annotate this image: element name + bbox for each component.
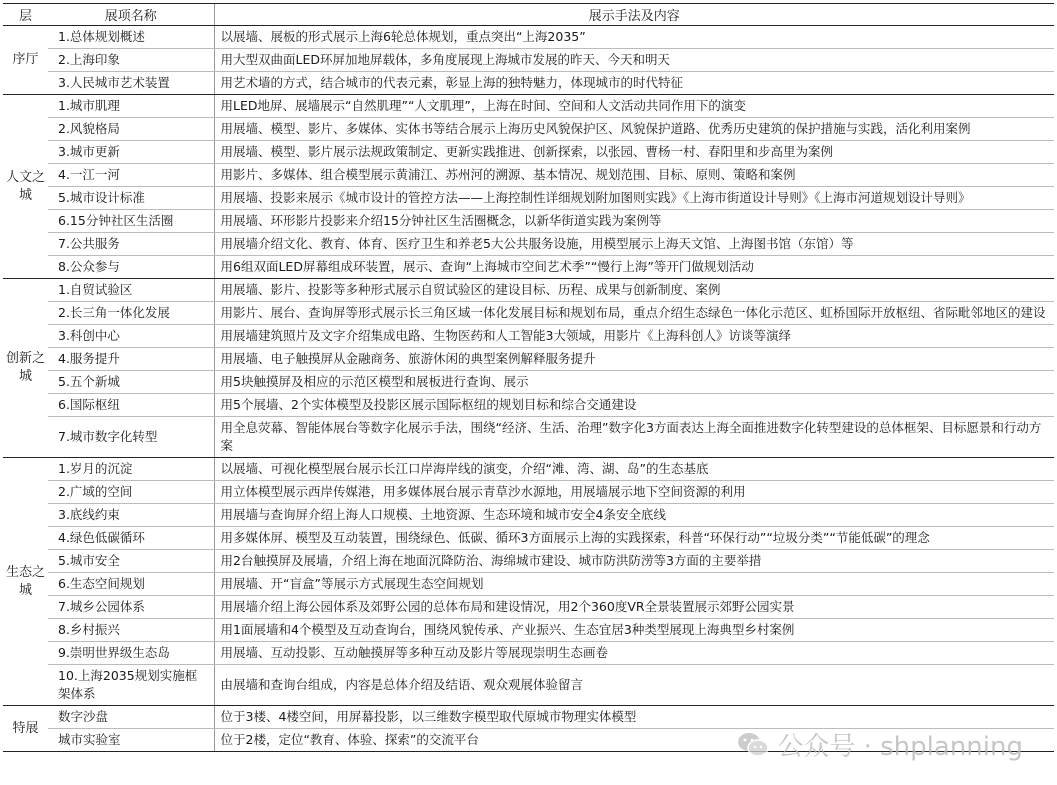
table-row [3,481,1054,504]
desc-cell: 位于2楼，定位“教育、体验、探索”的交流平台 [214,729,1054,752]
group-0 [3,26,1054,95]
header-desc: 展示手法及内容 [214,4,1054,26]
item-cell: 5.城市设计标准 [48,187,214,210]
table-row [3,302,1054,325]
table-row [3,665,1054,706]
desc-cell: 用多媒体屏、模型及互动装置，围绕绿色、低碳、循环3方面展示上海的实践探索，科普“环保行动”“垃圾分类”“节能低碳”的理念 [214,527,1054,550]
desc-cell: 用5块触摸屏及相应的示范区模型和展板进行查询、展示 [214,371,1054,394]
exhibit-table [3,3,1054,752]
header-layer: 层 [3,4,48,26]
table-row [3,187,1054,210]
group-4 [3,706,1054,752]
group-2 [3,279,1054,458]
item-cell: 2.广域的空间 [48,481,214,504]
table-row [3,72,1054,95]
header-item: 展项名称 [48,4,214,26]
table-row [3,164,1054,187]
table-row [3,417,1054,458]
desc-cell: 用全息荧幕、智能体展台等数字化展示手法，围绕“经济、生活、治理”数字化3方面表达上海全面推进数字化转型建设的总体框架、目标愿景和行动方案 [214,417,1054,458]
desc-cell: 用展墙、环形影片投影来介绍15分钟社区生活圈概念，以新华街道实践为案例等 [214,210,1054,233]
table-row [3,596,1054,619]
group-1 [3,95,1054,279]
table-row [3,504,1054,527]
desc-cell: 用艺术墙的方式，结合城市的代表元素，彰显上海的独特魅力，体现城市的时代特征 [214,72,1054,95]
desc-cell: 以展墙、可视化模型展台展示长江口岸海岸线的演变，介绍“滩、湾、湖、岛”的生态基底 [214,458,1054,481]
desc-cell: 用大型双曲面LED环屏加地屏载体，多角度展现上海城市发展的昨天、今天和明天 [214,49,1054,72]
table-row [3,141,1054,164]
desc-cell: 用展墙、电子触摸屏从金融商务、旅游休闲的典型案例解释服务提升 [214,348,1054,371]
item-cell: 6.国际枢纽 [48,394,214,417]
item-cell: 城市实验室 [48,729,214,752]
item-cell: 4.服务提升 [48,348,214,371]
item-cell: 9.崇明世界级生态岛 [48,642,214,665]
watermark-text: 公众号 · shplanning [777,732,1023,762]
item-cell: 2.风貌格局 [48,118,214,141]
item-cell: 4.一江一河 [48,164,214,187]
layer-cell: 生态之城 [3,458,48,706]
item-cell: 5.城市安全 [48,550,214,573]
desc-cell: 由展墙和查询台组成，内容是总体介绍及结语、观众观展体验留言 [214,665,1054,706]
desc-cell: 用5个展墙、2个实体模型及投影区展示国际枢纽的规划目标和综合交通建设 [214,394,1054,417]
desc-cell: 用展墙、模型、影片、多媒体、实体书等结合展示上海历史风貌保护区、风貌保护道路、优秀历史建筑的保护措施与实践，活化利用案例 [214,118,1054,141]
table-row [3,642,1054,665]
item-cell: 3.科创中心 [48,325,214,348]
desc-cell: 用展墙、投影来展示《城市设计的管控方法——上海控制性详细规划附加图则实践》《上海市街道设计导则》《上海市河道规划设计导则》 [214,187,1054,210]
layer-cell: 创新之城 [3,279,48,458]
table-row [3,95,1054,118]
table-row [3,348,1054,371]
table-row [3,729,1054,752]
layer-cell: 特展 [3,706,48,752]
item-cell: 6.生态空间规划 [48,573,214,596]
item-cell: 10.上海2035规划实施框架体系 [48,665,214,706]
item-cell: 8.乡村振兴 [48,619,214,642]
desc-cell: 用立体模型展示西岸传媒港，用多媒体展台展示青草沙水源地，用展墙展示地下空间资源的利用 [214,481,1054,504]
item-cell: 6.15分钟社区生活圈 [48,210,214,233]
table-row [3,394,1054,417]
table-row [3,256,1054,279]
item-cell: 2.上海印象 [48,49,214,72]
desc-cell: 用展墙、互动投影、互动触摸屏等多种互动及影片等展现崇明生态画卷 [214,642,1054,665]
desc-cell: 用展墙介绍文化、教育、体育、医疗卫生和养老5大公共服务设施，用模型展示上海天文馆、上海图书馆（东馆）等 [214,233,1054,256]
desc-cell: 用1面展墙和4个模型及互动查询台，围绕风貌传承、产业振兴、生态宜居3种类型展现上海典型乡村案例 [214,619,1054,642]
item-cell: 3.城市更新 [48,141,214,164]
layer-cell: 人文之城 [3,95,48,279]
item-cell: 4.绿色低碳循环 [48,527,214,550]
item-cell: 1.总体规划概述 [48,26,214,49]
table-row [3,706,1054,729]
desc-cell: 用影片、展台、查询屏等形式展示长三角区域一体化发展目标和规划布局，重点介绍生态绿色一体化示范区、虹桥国际开放枢纽、省际毗邻地区的建设 [214,302,1054,325]
table-row [3,527,1054,550]
item-cell: 1.岁月的沉淀 [48,458,214,481]
desc-cell: 以展墙、展板的形式展示上海6轮总体规划，重点突出“上海2035” [214,26,1054,49]
desc-cell: 用LED地屏、展墙展示“自然肌理”“人文肌理”，上海在时间、空间和人文活动共同作用下的演变 [214,95,1054,118]
table-row [3,279,1054,302]
desc-cell: 用2台触摸屏及展墙，介绍上海在地面沉降防治、海绵城市建设、城市防洪防涝等3方面的主要举措 [214,550,1054,573]
table-row [3,458,1054,481]
desc-cell: 用影片、多媒体、组合模型展示黄浦江、苏州河的溯源、基本情况、规划范围、目标、原则、策略和案例 [214,164,1054,187]
group-3 [3,458,1054,706]
item-cell: 7.城乡公园体系 [48,596,214,619]
table-row [3,118,1054,141]
table-row [3,550,1054,573]
desc-cell: 用展墙、模型、影片展示法规政策制定、更新实践推进、创新探索，以张园、曹杨一村、春阳里和步高里为案例 [214,141,1054,164]
table-row [3,26,1054,49]
item-cell: 3.人民城市艺术装置 [48,72,214,95]
desc-cell: 用展墙、开“盲盒”等展示方式展现生态空间规划 [214,573,1054,596]
desc-cell: 用6组双面LED屏幕组成环装置，展示、查询“上海城市空间艺术季”“慢行上海”等开门做规划活动 [214,256,1054,279]
table-row [3,210,1054,233]
item-cell: 2.长三角一体化发展 [48,302,214,325]
desc-cell: 用展墙、影片、投影等多种形式展示自贸试验区的建设目标、历程、成果与创新制度、案例 [214,279,1054,302]
table-row [3,619,1054,642]
layer-cell: 序厅 [3,26,48,95]
item-cell: 3.底线约束 [48,504,214,527]
item-cell: 7.城市数字化转型 [48,417,214,458]
item-cell: 7.公共服务 [48,233,214,256]
table-header-row [3,4,1054,26]
item-cell: 1.自贸试验区 [48,279,214,302]
item-cell: 1.城市肌理 [48,95,214,118]
table-row [3,49,1054,72]
table-row [3,233,1054,256]
item-cell: 8.公众参与 [48,256,214,279]
table-row [3,371,1054,394]
item-cell: 数字沙盘 [48,706,214,729]
desc-cell: 用展墙介绍上海公园体系及郊野公园的总体布局和建设情况，用2个360度VR全景装置展示郊野公园实景 [214,596,1054,619]
desc-cell: 用展墙与查询屏介绍上海人口规模、土地资源、生态环境和城市安全4条安全底线 [214,504,1054,527]
desc-cell: 用展墙建筑照片及文字介绍集成电路、生物医药和人工智能3大领域，用影片《上海科创人》访谈等演绎 [214,325,1054,348]
item-cell: 5.五个新城 [48,371,214,394]
table-row [3,573,1054,596]
desc-cell: 位于3楼、4楼空间，用屏幕投影，以三维数字模型取代原城市物理实体模型 [214,706,1054,729]
table-row [3,325,1054,348]
